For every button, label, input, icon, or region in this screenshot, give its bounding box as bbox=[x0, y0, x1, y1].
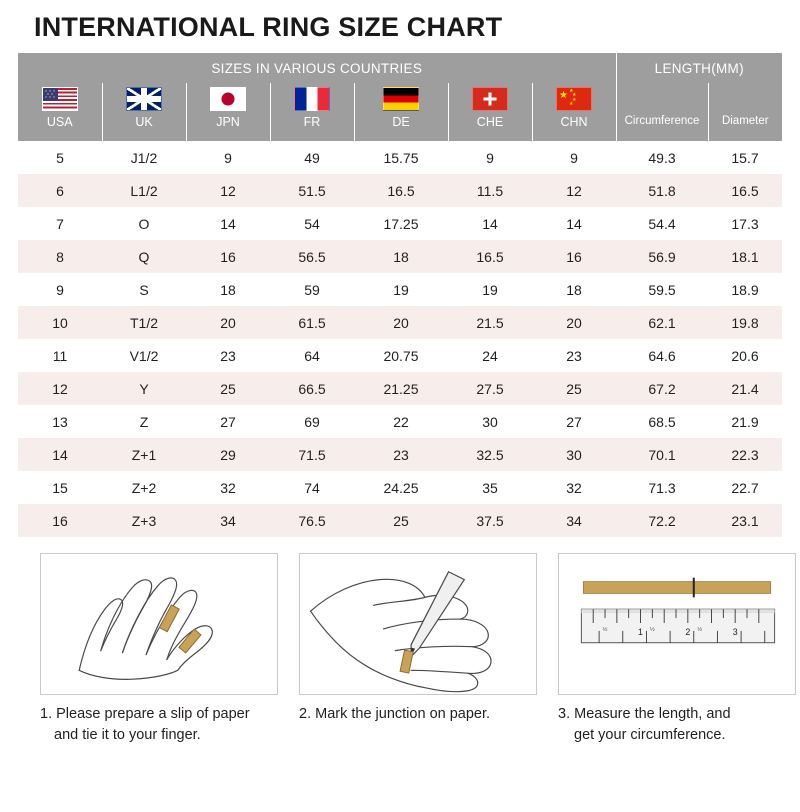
table-cell: 29 bbox=[186, 438, 270, 471]
table-cell: 35 bbox=[448, 471, 532, 504]
table-row bbox=[18, 240, 782, 273]
ruler-measuring-paper-strip-illustration bbox=[558, 553, 796, 695]
france-flag-icon bbox=[294, 87, 330, 111]
usa-flag-icon bbox=[42, 87, 78, 111]
column-label-uk: UK bbox=[102, 115, 186, 141]
table-cell: 71.3 bbox=[616, 471, 708, 504]
table-cell: O bbox=[102, 207, 186, 240]
table-cell: 24 bbox=[448, 339, 532, 372]
table-cell: 72.2 bbox=[616, 504, 708, 537]
column-label-chn: CHN bbox=[532, 115, 616, 141]
table-cell: Q bbox=[102, 240, 186, 273]
group-header-length: LENGTH(MM) bbox=[616, 53, 782, 83]
table-cell: 59 bbox=[270, 273, 354, 306]
table-cell: 21.25 bbox=[354, 372, 448, 405]
table-cell: 76.5 bbox=[270, 504, 354, 537]
table-cell: 71.5 bbox=[270, 438, 354, 471]
table-cell: 19.8 bbox=[708, 306, 782, 339]
table-cell: 32 bbox=[186, 471, 270, 504]
instruction-steps bbox=[40, 553, 796, 746]
table-cell: 5 bbox=[18, 141, 102, 174]
table-cell: 51.8 bbox=[616, 174, 708, 207]
column-label-de: DE bbox=[354, 115, 448, 141]
uk-flag-icon bbox=[126, 87, 162, 111]
table-cell: 14 bbox=[186, 207, 270, 240]
table-cell: 15.75 bbox=[354, 141, 448, 174]
table-cell: 16.5 bbox=[708, 174, 782, 207]
table-cell: 19 bbox=[448, 273, 532, 306]
china-flag-icon: ★ ★ ★ ★ ★ bbox=[556, 87, 592, 111]
table-cell: 9 bbox=[448, 141, 532, 174]
table-cell: 22 bbox=[354, 405, 448, 438]
table-cell: 25 bbox=[354, 504, 448, 537]
hand-marking-paper-with-pen-illustration bbox=[299, 553, 537, 695]
switzerland-flag-icon bbox=[472, 87, 508, 111]
flag-cell-chn bbox=[532, 83, 616, 115]
table-cell: V1/2 bbox=[102, 339, 186, 372]
table-cell: T1/2 bbox=[102, 306, 186, 339]
table-cell: 18 bbox=[532, 273, 616, 306]
table-cell: 21.4 bbox=[708, 372, 782, 405]
table-cell: 16.5 bbox=[354, 174, 448, 207]
table-cell: 32.5 bbox=[448, 438, 532, 471]
column-label-fr: FR bbox=[270, 115, 354, 141]
table-cell: 74 bbox=[270, 471, 354, 504]
table-cell: L1/2 bbox=[102, 174, 186, 207]
step-1-drawing bbox=[41, 554, 277, 694]
table-cell: 16 bbox=[18, 504, 102, 537]
table-cell: Z+3 bbox=[102, 504, 186, 537]
flag-cell-usa bbox=[18, 83, 102, 115]
step-3-caption bbox=[558, 704, 796, 746]
table-row bbox=[18, 174, 782, 207]
table-cell: Y bbox=[102, 372, 186, 405]
step-1 bbox=[40, 553, 278, 746]
table-cell: 17.25 bbox=[354, 207, 448, 240]
table-cell: 6 bbox=[18, 174, 102, 207]
table-cell: J1/2 bbox=[102, 141, 186, 174]
svg-text:3: 3 bbox=[732, 626, 738, 637]
table-cell: 14 bbox=[18, 438, 102, 471]
step-2-caption bbox=[299, 704, 537, 725]
table-cell: 23 bbox=[354, 438, 448, 471]
table-cell: 20 bbox=[532, 306, 616, 339]
table-cell: 20.75 bbox=[354, 339, 448, 372]
table-cell: Z+1 bbox=[102, 438, 186, 471]
table-cell: 18 bbox=[186, 273, 270, 306]
hand-with-paper-strip-illustration bbox=[40, 553, 278, 695]
table-cell: 20 bbox=[186, 306, 270, 339]
table-row bbox=[18, 471, 782, 504]
table-cell: 9 bbox=[532, 141, 616, 174]
table-cell: 25 bbox=[532, 372, 616, 405]
step-1-line2: and tie it to your finger. bbox=[54, 727, 201, 744]
group-header-countries: SIZES IN VARIOUS COUNTRIES bbox=[18, 53, 616, 83]
table-cell: 23 bbox=[532, 339, 616, 372]
table-cell: 64.6 bbox=[616, 339, 708, 372]
table-cell: 27 bbox=[186, 405, 270, 438]
table-cell: 66.5 bbox=[270, 372, 354, 405]
svg-text:2: 2 bbox=[685, 626, 691, 637]
table-cell: 19 bbox=[354, 273, 448, 306]
table-cell: 67.2 bbox=[616, 372, 708, 405]
ring-size-chart-page bbox=[0, 12, 800, 812]
table-cell: 24.25 bbox=[354, 471, 448, 504]
table-cell: 21.9 bbox=[708, 405, 782, 438]
table-cell: 59.5 bbox=[616, 273, 708, 306]
flag-cell-che bbox=[448, 83, 532, 115]
table-cell: 68.5 bbox=[616, 405, 708, 438]
table-cell: 12 bbox=[18, 372, 102, 405]
table-cell: 20 bbox=[354, 306, 448, 339]
table-cell: 18.9 bbox=[708, 273, 782, 306]
table-column-label-row bbox=[18, 115, 782, 141]
table-row bbox=[18, 372, 782, 405]
table-cell: 20.6 bbox=[708, 339, 782, 372]
step-3-line1: 3. Measure the length, and bbox=[558, 706, 731, 722]
step-3-line2: get your circumference. bbox=[574, 727, 726, 744]
column-label-circumference: Circumference bbox=[616, 115, 708, 141]
table-cell: 49 bbox=[270, 141, 354, 174]
table-cell: 30 bbox=[448, 405, 532, 438]
table-cell: 16.5 bbox=[448, 240, 532, 273]
column-label-jpn: JPN bbox=[186, 115, 270, 141]
page-title: INTERNATIONAL RING SIZE CHART bbox=[34, 12, 503, 42]
table-cell: 16 bbox=[186, 240, 270, 273]
table-cell: 23 bbox=[186, 339, 270, 372]
table-cell: 25 bbox=[186, 372, 270, 405]
japan-flag-icon bbox=[210, 87, 246, 111]
table-row bbox=[18, 306, 782, 339]
table-cell: 23.1 bbox=[708, 504, 782, 537]
table-cell: 56.5 bbox=[270, 240, 354, 273]
table-row bbox=[18, 273, 782, 306]
column-label-diameter: Diameter bbox=[708, 115, 782, 141]
table-cell: 61.5 bbox=[270, 306, 354, 339]
table-cell: 54 bbox=[270, 207, 354, 240]
flag-cell-diameter-spacer bbox=[708, 83, 782, 115]
svg-text:½: ½ bbox=[697, 626, 703, 633]
flag-cell-uk bbox=[102, 83, 186, 115]
table-group-header-row bbox=[18, 53, 782, 83]
table-cell: 12 bbox=[186, 174, 270, 207]
table-flag-row bbox=[18, 83, 782, 115]
table-cell: S bbox=[102, 273, 186, 306]
svg-text:½: ½ bbox=[649, 626, 655, 633]
table-row bbox=[18, 339, 782, 372]
svg-text:½: ½ bbox=[602, 626, 608, 633]
table-cell: 18 bbox=[354, 240, 448, 273]
table-cell: 18.1 bbox=[708, 240, 782, 273]
table-cell: 37.5 bbox=[448, 504, 532, 537]
flag-cell-circumference-spacer bbox=[616, 83, 708, 115]
table-cell: 69 bbox=[270, 405, 354, 438]
flag-cell-fr bbox=[270, 83, 354, 115]
table-row bbox=[18, 141, 782, 174]
table-cell: 27.5 bbox=[448, 372, 532, 405]
table-row bbox=[18, 207, 782, 240]
table-cell: 12 bbox=[532, 174, 616, 207]
table-cell: 51.5 bbox=[270, 174, 354, 207]
step-2-drawing bbox=[300, 554, 536, 694]
table-body bbox=[18, 141, 782, 537]
table-cell: Z bbox=[102, 405, 186, 438]
table-cell: 9 bbox=[186, 141, 270, 174]
table-cell: 62.1 bbox=[616, 306, 708, 339]
table-cell: 64 bbox=[270, 339, 354, 372]
flag-cell-de bbox=[354, 83, 448, 115]
table-cell: 27 bbox=[532, 405, 616, 438]
table-cell: 11.5 bbox=[448, 174, 532, 207]
table-cell: 30 bbox=[532, 438, 616, 471]
step-3 bbox=[558, 553, 796, 746]
table-cell: 21.5 bbox=[448, 306, 532, 339]
table-cell: 7 bbox=[18, 207, 102, 240]
table-row bbox=[18, 504, 782, 537]
table-cell: 14 bbox=[532, 207, 616, 240]
table-cell: 49.3 bbox=[616, 141, 708, 174]
step-1-line1: 1. Please prepare a slip of paper bbox=[40, 706, 250, 722]
table-cell: 32 bbox=[532, 471, 616, 504]
ring-size-table bbox=[18, 53, 782, 537]
table-cell: 11 bbox=[18, 339, 102, 372]
table-cell: 16 bbox=[532, 240, 616, 273]
table-cell: 70.1 bbox=[616, 438, 708, 471]
germany-flag-icon bbox=[383, 87, 419, 111]
step-3-drawing bbox=[559, 554, 795, 694]
table-cell: 13 bbox=[18, 405, 102, 438]
table-cell: 9 bbox=[18, 273, 102, 306]
table-cell: Z+2 bbox=[102, 471, 186, 504]
table-cell: 14 bbox=[448, 207, 532, 240]
table-cell: 34 bbox=[532, 504, 616, 537]
step-1-caption bbox=[40, 704, 278, 746]
flag-cell-jpn bbox=[186, 83, 270, 115]
table-cell: 15.7 bbox=[708, 141, 782, 174]
step-2 bbox=[299, 553, 537, 746]
table-cell: 22.7 bbox=[708, 471, 782, 504]
svg-text:1: 1 bbox=[638, 626, 643, 637]
table-cell: 15 bbox=[18, 471, 102, 504]
table-cell: 8 bbox=[18, 240, 102, 273]
table-cell: 56.9 bbox=[616, 240, 708, 273]
table-cell: 54.4 bbox=[616, 207, 708, 240]
step-2-line1: 2. Mark the junction on paper. bbox=[299, 706, 491, 722]
table-cell: 10 bbox=[18, 306, 102, 339]
table-cell: 34 bbox=[186, 504, 270, 537]
column-label-usa: USA bbox=[18, 115, 102, 141]
table-row bbox=[18, 405, 782, 438]
table-row bbox=[18, 438, 782, 471]
table-cell: 17.3 bbox=[708, 207, 782, 240]
column-label-che: CHE bbox=[448, 115, 532, 141]
table-cell: 22.3 bbox=[708, 438, 782, 471]
